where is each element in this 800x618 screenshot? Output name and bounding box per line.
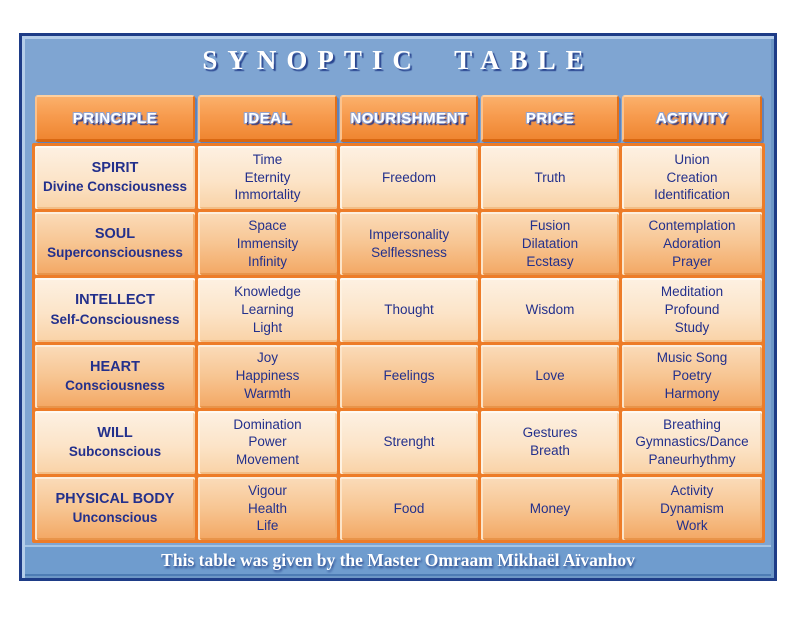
cell-soul-nourishment xyxy=(340,212,478,275)
footer-caption: This table was given by the Master Omraam Mikhaël Aïvanhov xyxy=(25,545,771,576)
cell-line: Meditation xyxy=(660,284,724,300)
cell-line: Selflessness xyxy=(371,244,447,260)
cell-line: Breathing xyxy=(663,416,721,432)
cell-line: Wisdom xyxy=(525,302,575,317)
cell-line: Gymnastics/Dance xyxy=(635,434,749,450)
table-header-row xyxy=(32,95,765,142)
principle-name: SOUL xyxy=(94,226,136,243)
cell-line: Impersonality xyxy=(368,226,450,242)
cell-line: Prayer xyxy=(672,253,712,269)
cell-line: Identification xyxy=(654,187,730,203)
column-header-nourishment: NOURISHMENT xyxy=(340,95,478,142)
cell-soul-ideal xyxy=(198,212,337,275)
cell-will-nourishment xyxy=(340,411,478,474)
cell-line: Contemplation xyxy=(648,218,736,234)
table-body xyxy=(32,143,765,543)
cell-line: Union xyxy=(674,151,710,167)
principle-name: HEART xyxy=(90,358,140,375)
cell-heart-price xyxy=(481,345,619,408)
cell-soul-price xyxy=(481,212,619,275)
column-header-principle: PRINCIPLE xyxy=(35,95,195,142)
principle-level: Divine Consciousness xyxy=(42,179,188,195)
cell-heart-ideal xyxy=(198,345,337,408)
cell-line: Activity xyxy=(670,482,714,498)
page-title: SYNOPTIC TABLE xyxy=(202,45,594,75)
cell-heart-nourishment xyxy=(340,345,478,408)
cell-line: Breath xyxy=(530,443,570,459)
cell-heart-principle xyxy=(35,345,195,408)
principle-level: Consciousness xyxy=(65,377,165,393)
cell-line: Power xyxy=(248,434,287,450)
cell-line: Eternity xyxy=(244,169,291,185)
cell-line: Work xyxy=(676,518,708,534)
cell-line: Love xyxy=(535,368,565,384)
cell-line: Time xyxy=(252,151,283,167)
principle-name: PHYSICAL BODY xyxy=(55,490,175,507)
principle-level: Subconscious xyxy=(68,443,162,459)
cell-line: Dilatation xyxy=(521,235,579,251)
principle-name: INTELLECT xyxy=(75,292,155,309)
column-header-price: PRICE xyxy=(481,95,619,142)
cell-line: Feelings xyxy=(383,368,435,384)
cell-intellect-ideal xyxy=(198,278,337,341)
cell-physical-body-nourishment xyxy=(340,477,478,540)
cell-physical-body-ideal xyxy=(198,477,337,540)
cell-line: Immortality xyxy=(234,187,301,203)
cell-line: Music Song xyxy=(656,350,728,366)
cell-line: Money xyxy=(529,500,571,516)
cell-line: Fusion xyxy=(529,218,571,234)
principle-level: Unconscious xyxy=(72,510,158,526)
cell-will-principle xyxy=(35,411,195,474)
cell-line: Gestures xyxy=(522,425,578,441)
cell-physical-body-principle xyxy=(35,477,195,540)
cell-line: Life xyxy=(256,518,279,534)
cell-soul-principle xyxy=(35,212,195,275)
cell-intellect-activity xyxy=(622,278,762,341)
cell-line: Immensity xyxy=(236,235,299,251)
column-header-ideal: IDEAL xyxy=(198,95,337,142)
cell-line: Harmony xyxy=(664,385,720,401)
synoptic-table-panel xyxy=(19,33,777,581)
cell-soul-activity xyxy=(622,212,762,275)
cell-line: Creation xyxy=(666,169,718,185)
cell-line: Joy xyxy=(256,350,278,366)
cell-line: Light xyxy=(252,319,283,335)
cell-spirit-principle xyxy=(35,146,195,209)
cell-line: Vigour xyxy=(248,482,287,498)
cell-line: Warmth xyxy=(244,385,291,401)
principle-level: Self-Consciousness xyxy=(50,311,180,327)
cell-line: Food xyxy=(393,500,425,516)
cell-line: Study xyxy=(674,319,710,335)
cell-line: Thought xyxy=(384,302,434,317)
cell-intellect-price xyxy=(481,278,619,341)
cell-line: Profound xyxy=(664,302,720,317)
cell-will-price xyxy=(481,411,619,474)
cell-line: Knowledge xyxy=(234,284,301,300)
cell-line: Ecstasy xyxy=(526,253,574,269)
cell-physical-body-price xyxy=(481,477,619,540)
cell-spirit-activity xyxy=(622,146,762,209)
cell-line: Infinity xyxy=(247,253,288,269)
cell-physical-body-activity xyxy=(622,477,762,540)
cell-line: Space xyxy=(248,218,287,234)
cell-heart-activity xyxy=(622,345,762,408)
column-header-activity: ACTIVITY xyxy=(622,95,762,142)
cell-spirit-price xyxy=(481,146,619,209)
cell-line: Learning xyxy=(241,302,294,317)
cell-intellect-principle xyxy=(35,278,195,341)
cell-will-ideal xyxy=(198,411,337,474)
principle-name: WILL xyxy=(97,424,133,441)
cell-line: Dynamism xyxy=(660,500,724,516)
cell-spirit-nourishment xyxy=(340,146,478,209)
cell-spirit-ideal xyxy=(198,146,337,209)
principle-level: Superconsciousness xyxy=(47,245,183,261)
cell-will-activity xyxy=(622,411,762,474)
cell-line: Strenght xyxy=(383,434,435,450)
cell-line: Domination xyxy=(233,416,302,432)
cell-line: Paneurhythmy xyxy=(648,452,736,468)
cell-line: Movement xyxy=(235,452,300,468)
cell-line: Freedom xyxy=(381,169,437,185)
cell-line: Happiness xyxy=(235,368,300,384)
principle-name: SPIRIT xyxy=(91,160,139,177)
cell-line: Health xyxy=(247,500,288,516)
cell-line: Adoration xyxy=(663,235,721,251)
cell-line: Poetry xyxy=(672,368,712,384)
cell-intellect-nourishment xyxy=(340,278,478,341)
cell-line: Truth xyxy=(534,169,566,185)
